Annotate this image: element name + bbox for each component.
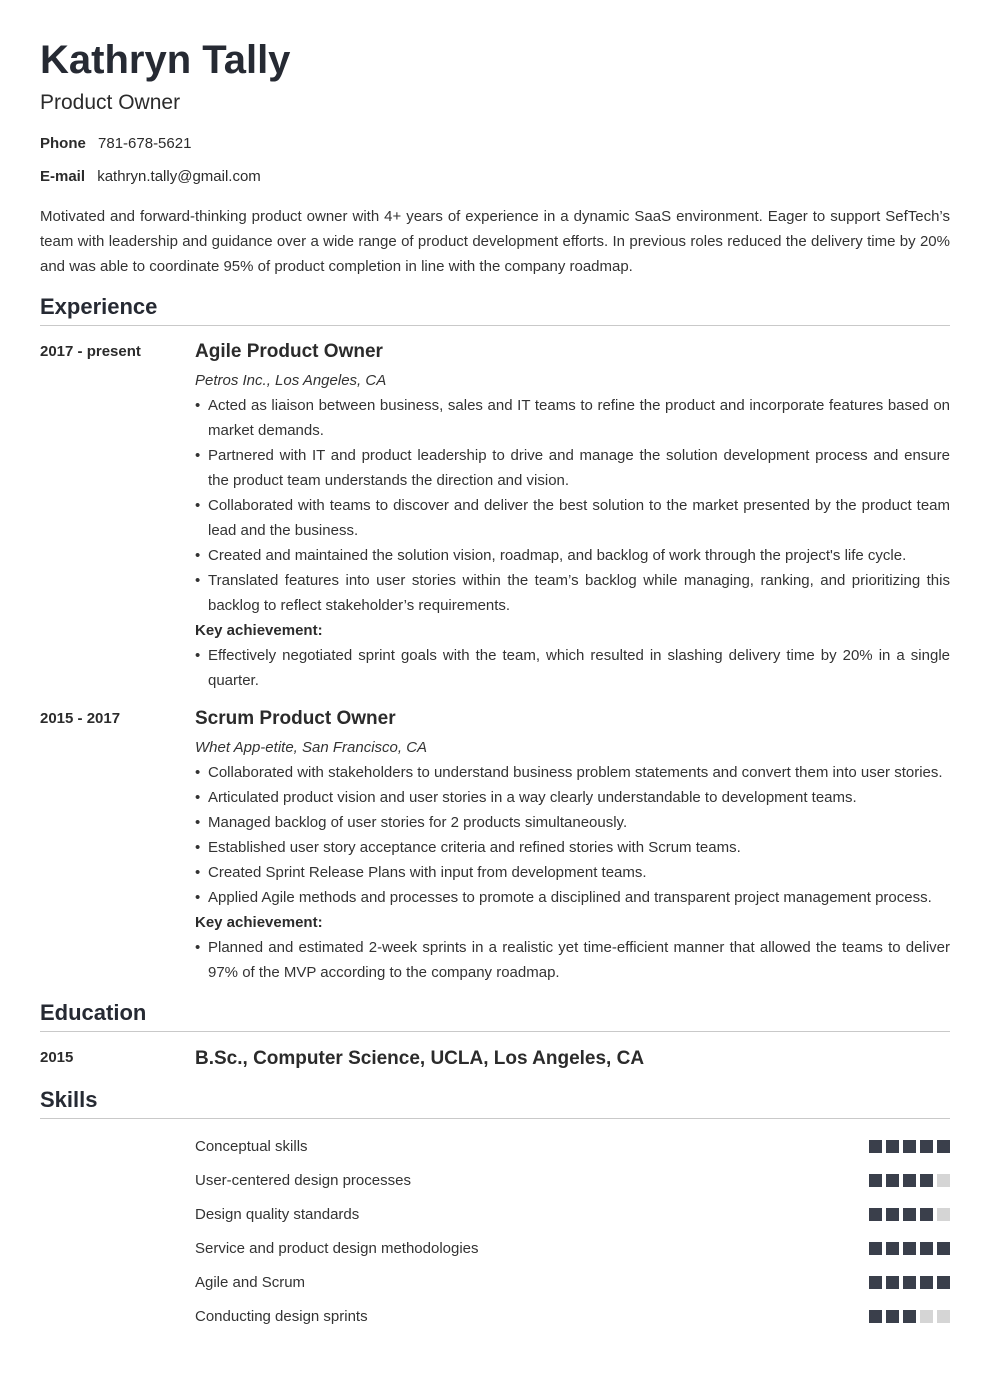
skills-heading: Skills <box>40 1086 950 1119</box>
list-item: • Collaborated with stakeholders to understand business problem statements and convert them into user stories. <box>195 760 950 785</box>
email-value: kathryn.tally@gmail.com <box>97 168 261 185</box>
rating-square-empty <box>937 1310 950 1323</box>
skill-row <box>195 1265 950 1299</box>
skill-rating <box>869 1208 950 1221</box>
education-entry <box>40 1046 950 1072</box>
skill-name: User-centered design processes <box>195 1171 411 1189</box>
email-label: E-mail <box>40 168 86 185</box>
job-duties <box>195 760 950 910</box>
rating-square-empty <box>920 1310 933 1323</box>
skill-rating <box>869 1174 950 1187</box>
rating-square-empty <box>937 1174 950 1187</box>
job-title: Scrum Product Owner <box>195 708 396 729</box>
rating-square-filled <box>886 1242 899 1255</box>
skill-name: Conceptual skills <box>195 1137 308 1155</box>
rating-square-filled <box>886 1140 899 1153</box>
contact-phone <box>40 134 950 167</box>
skill-row <box>195 1163 950 1197</box>
list-item: • Managed backlog of user stories for 2 products simultaneously. <box>195 810 950 835</box>
rating-square-filled <box>886 1276 899 1289</box>
education-degree: B.Sc., Computer Science, UCLA, Los Angeles, CA <box>195 1048 645 1069</box>
rating-square-filled <box>937 1276 950 1289</box>
job-date: 2015 - 2017 <box>40 710 121 727</box>
list-item: • Partnered with IT and product leadership to drive and manage the solution development process and ensure the product team understands the direction and vision. <box>195 443 950 493</box>
list-item: • Established user story acceptance criteria and refined stories with Scrum teams. <box>195 835 950 860</box>
skill-name: Design quality standards <box>195 1205 360 1223</box>
skill-name: Agile and Scrum <box>195 1273 306 1291</box>
education-date: 2015 <box>40 1049 74 1066</box>
contact-info <box>40 134 950 200</box>
contact-email <box>40 167 950 200</box>
candidate-name: Kathryn Tally <box>40 38 291 82</box>
rating-square-filled <box>869 1208 882 1221</box>
rating-square-filled <box>903 1310 916 1323</box>
skill-row <box>195 1197 950 1231</box>
job-duties <box>195 393 950 618</box>
job-achievements <box>195 643 950 693</box>
rating-square-filled <box>937 1140 950 1153</box>
job-company: Petros Inc., Los Angeles, CA <box>195 372 387 389</box>
rating-square-filled <box>869 1174 882 1187</box>
rating-square-filled <box>920 1208 933 1221</box>
skill-row <box>195 1299 950 1333</box>
list-item: • Planned and estimated 2-week sprints in a realistic yet time-efficient manner that allowed the teams to deliver 97% of the MVP according to the company roadmap. <box>195 935 950 985</box>
phone-label: Phone <box>40 135 86 152</box>
job-date: 2017 - present <box>40 343 141 360</box>
list-item: • Created Sprint Release Plans with input from development teams. <box>195 860 950 885</box>
rating-square-filled <box>886 1310 899 1323</box>
skill-rating <box>869 1140 950 1153</box>
list-item: • Translated features into user stories within the team’s backlog while managing, ranking, and prioritizing this backlog to reflect stakeholder’s requirements. <box>195 568 950 618</box>
skill-rating <box>869 1310 950 1323</box>
profile-summary: Motivated and forward-thinking product owner with 4+ years of experience in a dynamic SaaS environment. Eager to support SefTech’s team with leadership and guidance over a wide range of product development efforts. In previous roles reduced the delivery time by 20% and was able to coordinate 95% of product completion in line with the company roadmap. <box>40 208 950 275</box>
job-company: Whet App-etite, San Francisco, CA <box>195 739 428 756</box>
experience-heading: Experience <box>40 293 950 326</box>
job-entry <box>40 706 950 985</box>
key-achievement-label: Key achievement: <box>195 914 323 931</box>
rating-square-filled <box>920 1276 933 1289</box>
skill-rating <box>869 1276 950 1289</box>
phone-value: 781-678-5621 <box>98 135 192 152</box>
job-entry <box>40 339 950 693</box>
skills-list <box>40 1129 950 1333</box>
key-achievement-label: Key achievement: <box>195 622 323 639</box>
rating-square-filled <box>869 1140 882 1153</box>
skill-name: Conducting design sprints <box>195 1307 368 1325</box>
skill-rating <box>869 1242 950 1255</box>
job-achievements <box>195 935 950 985</box>
skill-row <box>195 1231 950 1265</box>
list-item: • Acted as liaison between business, sales and IT teams to refine the product and incorporate features based on market demands. <box>195 393 950 443</box>
rating-square-filled <box>886 1208 899 1221</box>
rating-square-empty <box>937 1208 950 1221</box>
list-item: • Articulated product vision and user stories in a way clearly understandable to development teams. <box>195 785 950 810</box>
rating-square-filled <box>903 1140 916 1153</box>
rating-square-filled <box>937 1242 950 1255</box>
list-item: • Effectively negotiated sprint goals with the team, which resulted in slashing delivery time by 20% in a single quarter. <box>195 643 950 693</box>
list-item: • Applied Agile methods and processes to promote a disciplined and transparent project management process. <box>195 885 950 910</box>
candidate-role: Product Owner <box>40 91 181 114</box>
skill-name: Service and product design methodologies <box>195 1239 479 1257</box>
rating-square-filled <box>920 1242 933 1255</box>
rating-square-filled <box>903 1208 916 1221</box>
rating-square-filled <box>869 1242 882 1255</box>
rating-square-filled <box>903 1174 916 1187</box>
rating-square-filled <box>869 1276 882 1289</box>
list-item: • Created and maintained the solution vision, roadmap, and backlog of work through the project's life cycle. <box>195 543 950 568</box>
education-heading: Education <box>40 999 950 1032</box>
rating-square-filled <box>903 1242 916 1255</box>
job-title: Agile Product Owner <box>195 341 383 362</box>
rating-square-filled <box>920 1140 933 1153</box>
list-item: • Collaborated with teams to discover and deliver the best solution to the market presented by the product team lead and the business. <box>195 493 950 543</box>
rating-square-filled <box>903 1276 916 1289</box>
skill-row <box>195 1129 950 1163</box>
rating-square-filled <box>869 1310 882 1323</box>
rating-square-filled <box>920 1174 933 1187</box>
rating-square-filled <box>886 1174 899 1187</box>
